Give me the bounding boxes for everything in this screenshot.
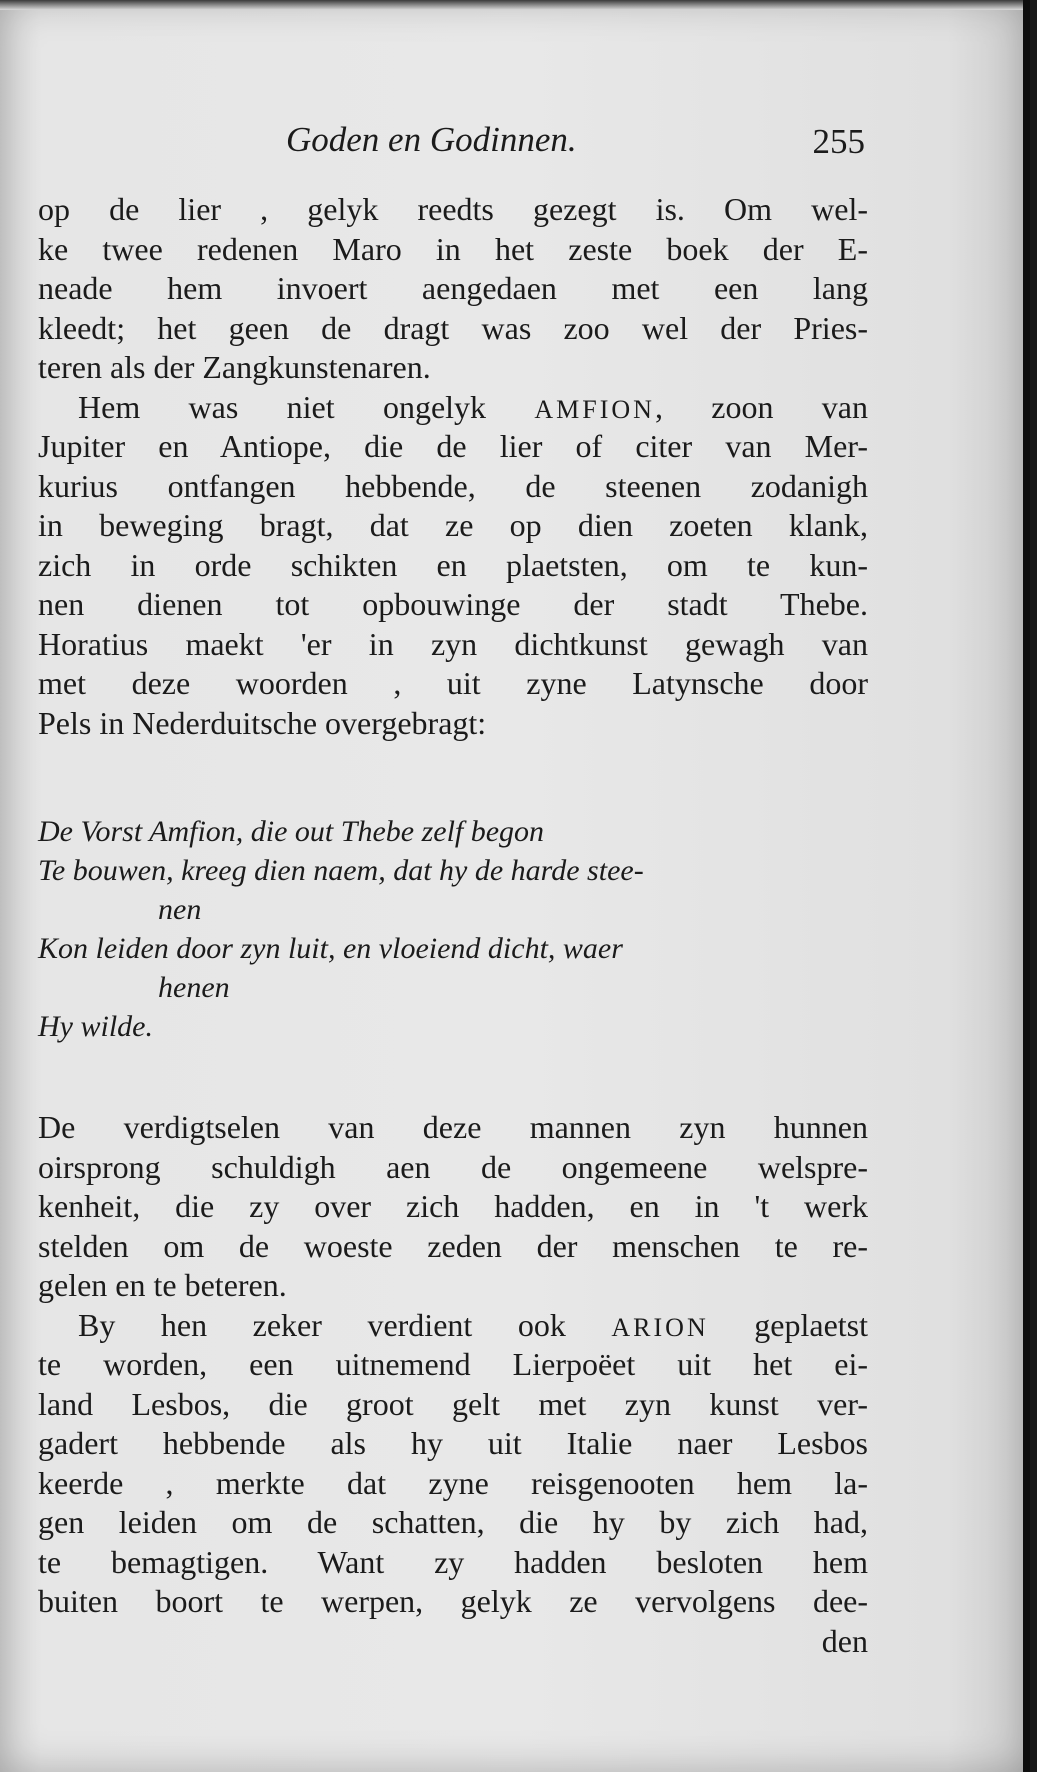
- text-line: gen leiden om de schatten, die hy by zich had,: [38, 1504, 868, 1540]
- text-line: neade hem invoert aengedaen met een lang: [38, 270, 868, 306]
- text-line: kurius ontfangen hebbende, de steenen zodanigh: [38, 467, 868, 504]
- text-line: op de lier , gelyk reedts gezegt is. Om wel-: [38, 191, 868, 227]
- text-fragment: By hen zeker verdient ook: [78, 1306, 612, 1343]
- page-top-edge: [0, 0, 1030, 10]
- name-amfion: AMFION: [534, 394, 655, 424]
- body-text-top: [38, 190, 868, 743]
- text-line: keerde , merkte dat zyne reisgenooten hem la-: [38, 1464, 868, 1501]
- text-line: Horatius maekt 'er in zyn dichtkunst gewagh van: [38, 625, 868, 662]
- book-spine-edge: [1023, 0, 1030, 1772]
- text-line: Pels in Nederduitsche overgebragt:: [38, 704, 487, 741]
- verse-line: henen: [158, 971, 230, 1004]
- text-line: in beweging bragt, dat ze op dien zoeten klank,: [38, 507, 868, 543]
- text-line: te bemagtigen. Want zy hadden besloten hem: [38, 1543, 868, 1580]
- verse-line: Hy wilde.: [38, 1010, 153, 1043]
- name-arion: ARION: [611, 1312, 709, 1342]
- text-line: [38, 388, 868, 428]
- catchword: den: [821, 1622, 868, 1659]
- verse-line: Kon leiden door zyn luit, en vloeiend dicht, waer: [38, 932, 623, 965]
- text-line: kenheit, die zy over zich hadden, en in 't werk: [38, 1188, 868, 1224]
- text-fragment: , zoon van: [654, 388, 868, 425]
- text-line: nen dienen tot opbouwinge der stadt Thebe.: [38, 586, 868, 622]
- text-line: kleedt; het geen de dragt was zoo wel der Pries-: [38, 309, 868, 346]
- text-fragment: Hem was niet ongelyk: [78, 388, 535, 425]
- body-text-bottom: [38, 1108, 868, 1661]
- text-line: buiten boort te werpen, gelyk ze vervolgens dee-: [38, 1583, 868, 1619]
- text-line: met deze woorden , uit zyne Latynsche door: [38, 665, 868, 701]
- text-line: [38, 1306, 868, 1346]
- text-line: zich in orde schikten en plaetsten, om te kun-: [38, 546, 868, 583]
- page-number: 255: [812, 122, 865, 161]
- text-line: De verdigtselen van deze mannen zyn hunnen: [38, 1109, 868, 1145]
- text-line: teren als der Zangkunstenaren.: [38, 349, 431, 385]
- text-line: ke twee redenen Maro in het zeste boek der E-: [38, 230, 868, 267]
- text-line: oirsprong schuldigh aen de ongemeene welspre-: [38, 1148, 868, 1185]
- running-title: Goden en Godinnen.: [286, 120, 577, 159]
- text-line: Jupiter en Antiope, die de lier of citer van Mer-: [38, 428, 868, 464]
- verse-line: Te bouwen, kreeg dien naem, dat hy de harde stee-: [38, 854, 644, 887]
- text-line: gelen en te beteren.: [38, 1267, 287, 1303]
- text-line: land Lesbos, die groot gelt met zyn kunst ver-: [38, 1385, 868, 1422]
- text-line: te worden, een uitnemend Lierpoëet uit het ei-: [38, 1346, 868, 1382]
- verse-line: nen: [158, 893, 202, 926]
- verse-line: De Vorst Amfion, die out Thebe zelf begon: [38, 815, 545, 848]
- verse-quotation: [38, 812, 868, 1046]
- text-line: gadert hebbende als hy uit Italie naer Lesbos: [38, 1425, 868, 1461]
- text-line: stelden om de woeste zeden der menschen te re-: [38, 1227, 868, 1264]
- running-header: [40, 120, 865, 170]
- text-fragment: geplaetst: [708, 1306, 869, 1343]
